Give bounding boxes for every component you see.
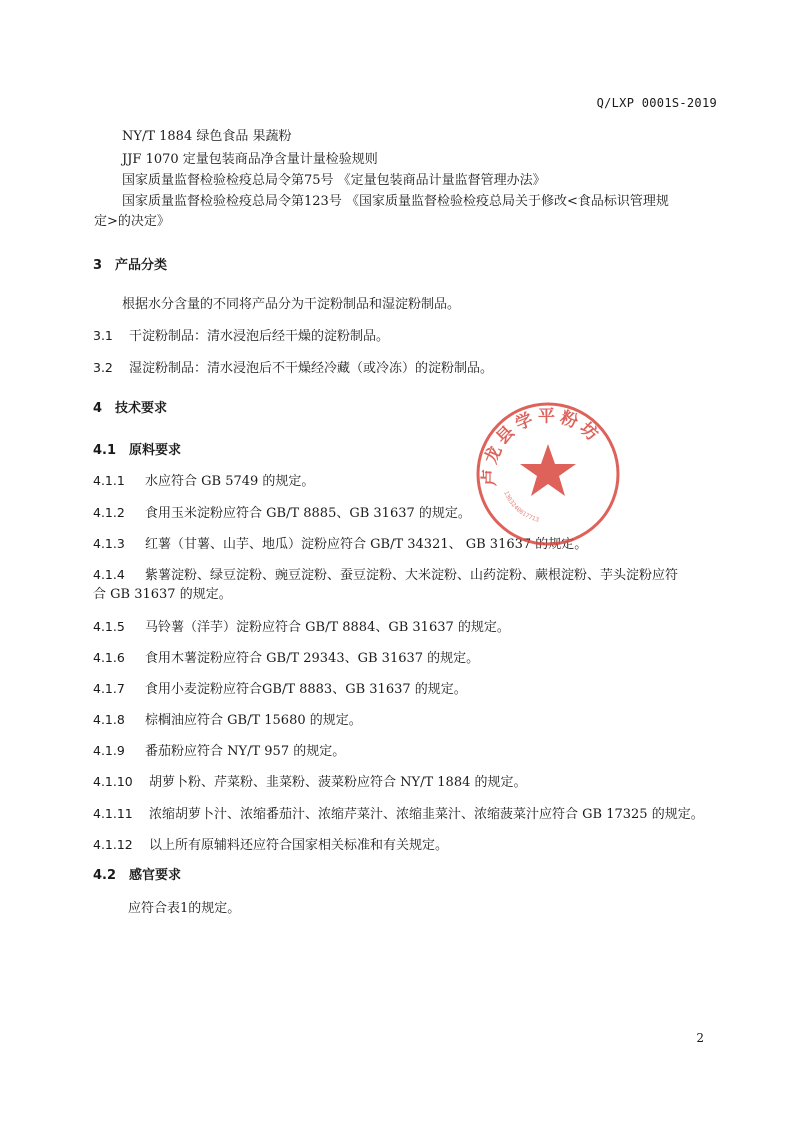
section-number: 3 [93, 258, 103, 273]
clause-text: 马铃薯（洋芋）淀粉应符合 GB/T 8884、GB 31637 的规定。 [145, 620, 510, 635]
reference-item-continuation: 定>的决定》 [94, 214, 170, 229]
clause-number: 3.2 [93, 360, 113, 375]
clause-text: 红薯（甘薯、山芋、地瓜）淀粉应符合 GB/T 34321、 GB 31637 的规定。 [145, 537, 588, 552]
clause-number: 4.1.8 [93, 712, 125, 727]
clause-number: 4.1.5 [93, 619, 125, 634]
subsection-heading [93, 866, 181, 886]
clause-text: 胡萝卜粉、芹菜粉、韭菜粉、菠菜粉应符合 NY/T 1884 的规定。 [149, 775, 527, 790]
clause-number: 4.1.6 [93, 650, 125, 665]
section-title: 产品分类 [115, 258, 168, 273]
clause-number: 4.1.12 [93, 837, 133, 852]
clause-text: 水应符合 GB 5749 的规定。 [145, 474, 315, 489]
clause-text: 棕榈油应符合 GB/T 15680 的规定。 [145, 713, 362, 728]
clause-text: 以上所有原辅料还应符合国家相关标准和有关规定。 [149, 838, 449, 853]
clause-number: 4.1.3 [93, 536, 125, 551]
clause-item [93, 741, 345, 762]
clause-text: 番茄粉应符合 NY/T 957 的规定。 [145, 744, 346, 759]
clause-item [93, 648, 479, 669]
clause-item [93, 679, 467, 700]
clause-text: 食用玉米淀粉应符合 GB/T 8885、GB 31637 的规定。 [145, 506, 471, 521]
section-title: 技术要求 [115, 401, 168, 416]
section-heading [93, 256, 167, 276]
svg-text:卢龙县学平粉坊: 卢龙县学平粉坊 [479, 406, 605, 487]
document-code: Q/LXP 0001S-2019 [596, 96, 717, 110]
clause-text: 浓缩胡萝卜汁、浓缩番茄汁、浓缩芹菜汁、浓缩韭菜汁、浓缩菠菜汁应符合 GB 17325 的规定。 [149, 807, 704, 822]
clause-number: 4.1.9 [93, 743, 125, 758]
clause-text: 食用小麦淀粉应符合GB/T 8883、GB 31637 的规定。 [145, 682, 467, 697]
section-title: 原料要求 [129, 443, 182, 458]
clause-number: 4.1.4 [93, 567, 125, 582]
clause-item [93, 358, 493, 379]
clause-number: 4.1.2 [93, 505, 125, 520]
clause-number: 3.1 [93, 328, 113, 343]
clause-item [93, 326, 389, 347]
reference-item: JJF 1070 定量包装商品净含量计量检验规则 [122, 152, 378, 167]
clause-item [93, 565, 678, 586]
paragraph: 应符合表1的规定。 [128, 901, 241, 916]
clause-item [93, 804, 704, 825]
clause-item [93, 503, 471, 524]
clause-item [93, 471, 314, 492]
clause-item [93, 710, 362, 731]
clause-number: 4.1.10 [93, 774, 133, 789]
section-number: 4 [93, 401, 103, 416]
clause-text: 食用木薯淀粉应符合 GB/T 29343、GB 31637 的规定。 [145, 651, 480, 666]
clause-text: 湿淀粉制品：清水浸泡后不干燥经冷藏（或冷冻）的淀粉制品。 [129, 361, 494, 376]
subsection-heading [93, 441, 181, 461]
clause-item [93, 835, 448, 856]
svg-text:1303240017713: 1303240017713 [502, 490, 540, 524]
reference-item: 国家质量监督检验检疫总局令第123号 《国家质量监督检验检疫总局关于修改<食品标识管理规 [122, 194, 669, 209]
section-title: 感官要求 [129, 868, 182, 883]
official-seal [474, 400, 622, 548]
page-number: 2 [696, 1031, 704, 1045]
reference-item: 国家质量监督检验检疫总局令第75号 《定量包装商品计量监督管理办法》 [122, 173, 546, 188]
paragraph: 根据水分含量的不同将产品分为干淀粉制品和湿淀粉制品。 [122, 297, 461, 312]
section-number: 4.1 [93, 443, 117, 458]
clause-item [93, 772, 527, 793]
section-number: 4.2 [93, 868, 117, 883]
clause-number: 4.1.11 [93, 806, 133, 821]
clause-number: 4.1.1 [93, 473, 125, 488]
clause-item [93, 617, 510, 638]
clause-number: 4.1.7 [93, 681, 125, 696]
clause-text: 紫薯淀粉、绿豆淀粉、豌豆淀粉、蚕豆淀粉、大米淀粉、山药淀粉、蕨根淀粉、芋头淀粉应符 [145, 568, 679, 583]
reference-item: NY/T 1884 绿色食品 果蔬粉 [122, 129, 292, 144]
clause-continuation: 合 GB 31637 的规定。 [93, 587, 232, 602]
clause-text: 干淀粉制品：清水浸泡后经干燥的淀粉制品。 [129, 329, 390, 344]
seal-star-icon [520, 444, 576, 496]
section-heading [93, 399, 167, 419]
